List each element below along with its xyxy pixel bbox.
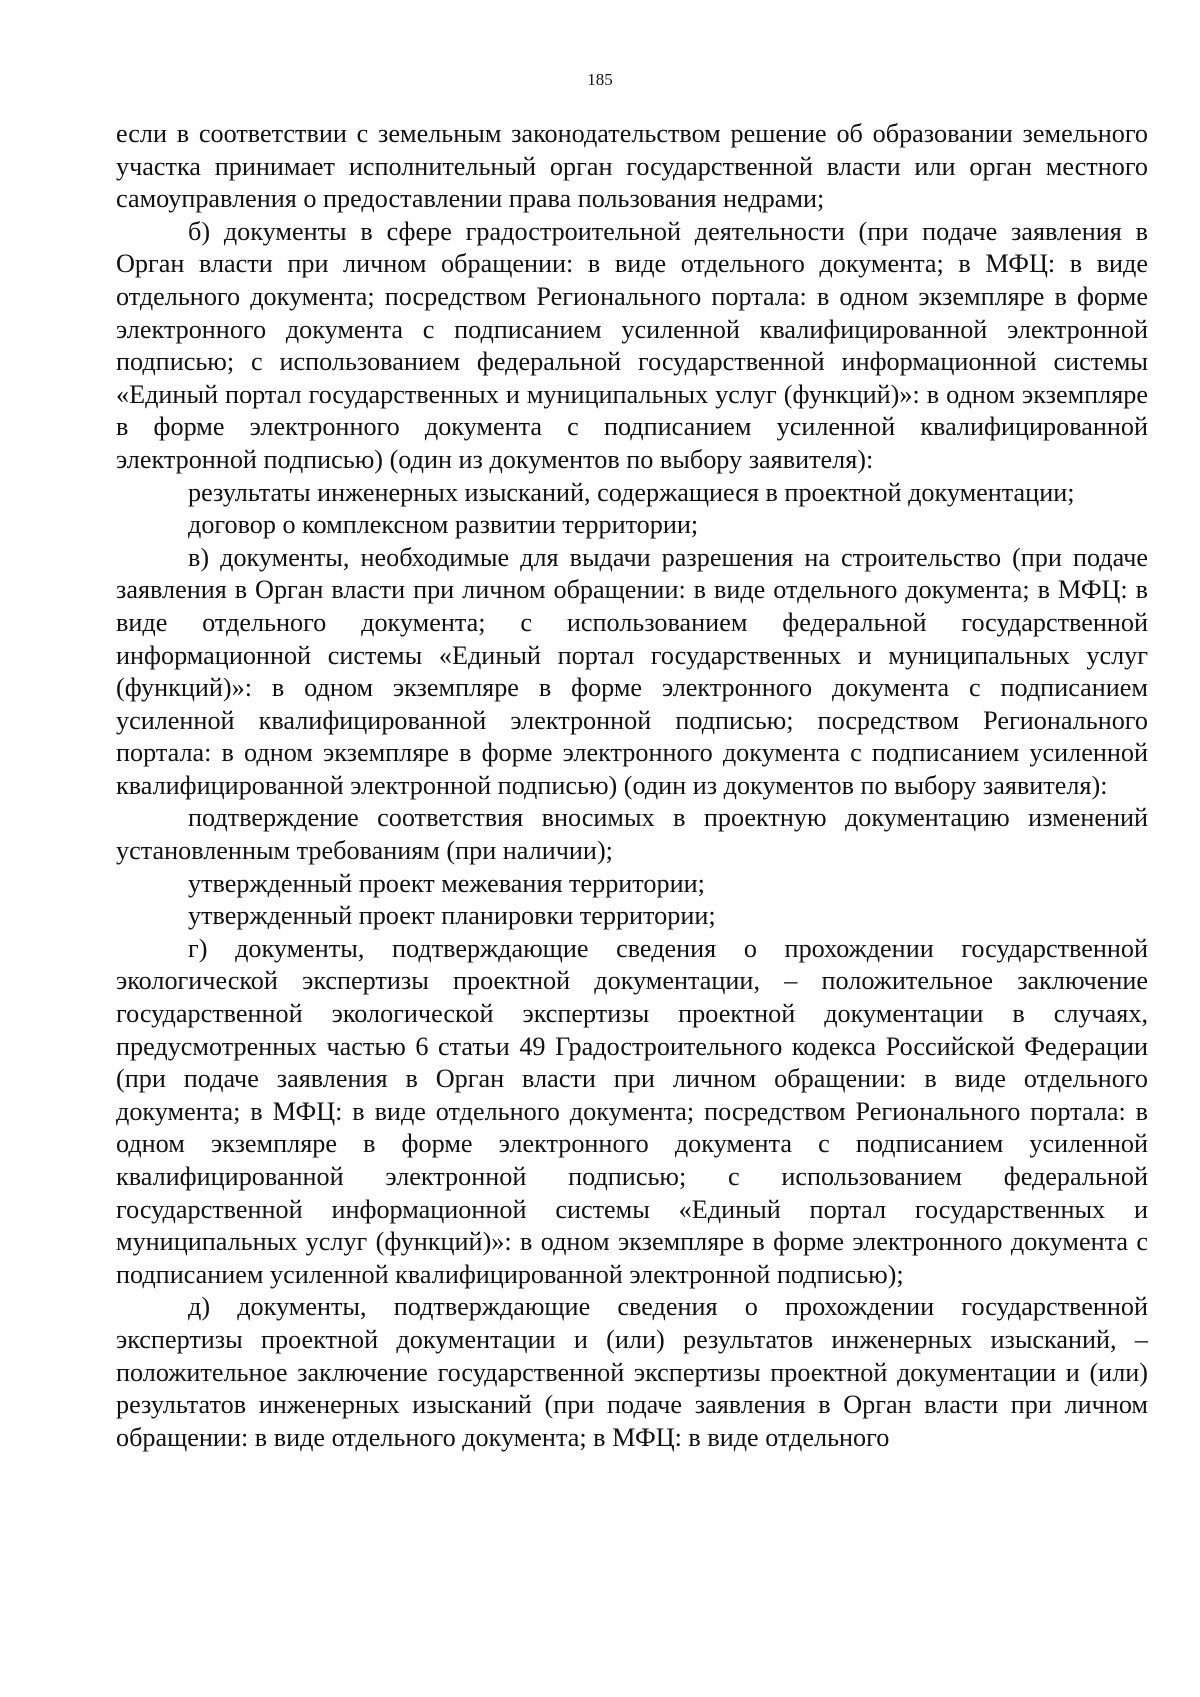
page-number: 185 [587, 70, 613, 89]
paragraph-compliance-confirmation: подтверждение соответствия вносимых в проектную документацию изменений установленным требованиям (при наличии); [116, 803, 1148, 866]
paragraph-continuation: если в соответствии с земельным законодательством решение об образовании земельного участка принимает исполнительный орган государственной власти или орган местного самоуправления о предоставлении права пользования недрами; [116, 119, 1148, 214]
paragraph-item-v: в) документы, необходимые для выдачи разрешения на строительство (при подаче заявления в Орган власти при личном обращении: в виде отдельного документа; в МФЦ: в виде отдельного документа; с использованием федеральной государственной информационной системы «Единый портал государственных и муниципальных услуг (функций)»: в одном экземпляре в форме электронного документа с подписанием усиленной квалифицированной электронной подписью; посредством Регионального портала: в одном экземпляре в форме электронного документа с подписанием усиленной квалифицированной электронной подписью) (один из документов по выбору заявителя): [116, 542, 1148, 800]
paragraph-item-d: д) документы, подтверждающие сведения о прохождении государственной экспертизы проектной документации и (или) результатов инженерных изысканий, – положительное заключение государственной экспертизы проектной документации и (или) результатов инженерных изысканий (при подаче заявления в Орган власти при личном обращении: в виде отдельного документа; в МФЦ: в виде отдельного [116, 1292, 1148, 1452]
paragraph-engineering-surveys: результаты инженерных изысканий, содержащиеся в проектной документации; [188, 477, 1075, 507]
paragraph-survey-project: утвержденный проект межевания территории; [188, 868, 705, 898]
document-body [116, 118, 1148, 1454]
paragraph-item-g: г) документы, подтверждающие сведения о прохождении государственной экологической экспертизы проектной документации, – положительное заключение государственной экологической экспертизы проектной документации в случаях, предусмотренных частью 6 статьи 49 Градостроительного кодекса Российской Федерации (при подаче заявления в Орган власти при личном обращении: в виде отдельного документа; в МФЦ: в виде отдельного документа; посредством Регионального портала: в одном экземпляре в форме электронного документа с подписанием усиленной квалифицированной электронной подписью; с использованием федеральной государственной информационной системы «Единый портал государственных и муниципальных услуг (функций)»: в одном экземпляре в форме электронного документа с подписанием усиленной квалифицированной электронной подписью); [116, 933, 1148, 1289]
paragraph-development-contract: договор о комплексном развитии территории; [188, 510, 699, 540]
paragraph-planning-project: утвержденный проект планировки территории; [188, 901, 716, 931]
paragraph-item-b: б) документы в сфере градостроительной деятельности (при подаче заявления в Орган власти при личном обращении: в виде отдельного документа; в МФЦ: в виде отдельного документа; посредством Регионального портала: в одном экземпляре в форме электронного документа с подписанием усиленной квалифицированной электронной подписью; с использованием федеральной государственной информационной системы «Единый портал государственных и муниципальных услуг (функций)»: в одном экземпляре в форме электронного документа с подписанием усиленной квалифицированной электронной подписью) (один из документов по выбору заявителя): [116, 216, 1148, 474]
